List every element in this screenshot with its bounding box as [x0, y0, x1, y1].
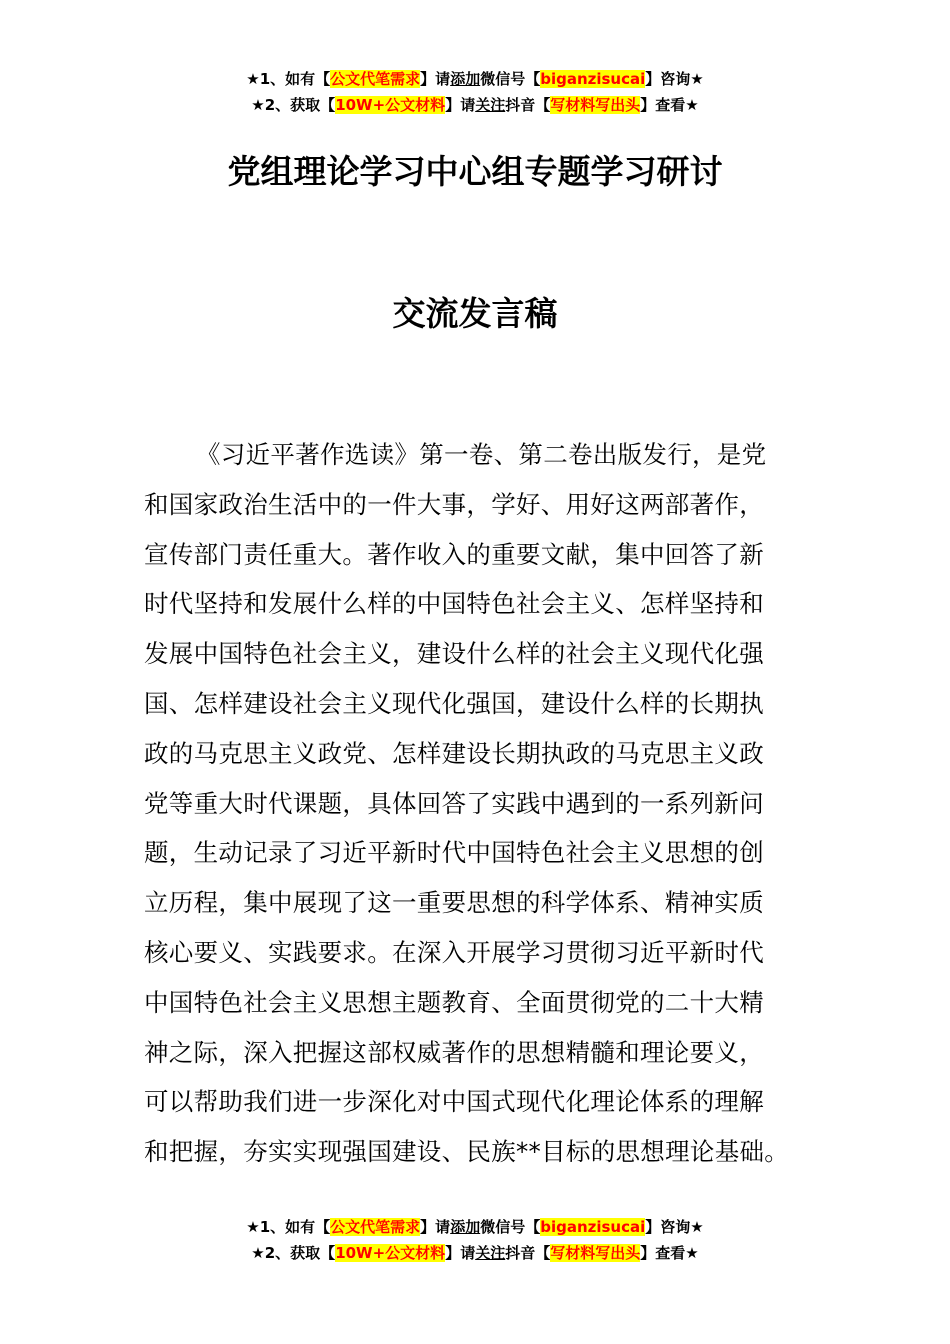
banner-text: 】咨询★: [645, 1218, 704, 1236]
banner-line-2: [0, 1240, 950, 1266]
banner-text: 微信号【: [480, 1218, 541, 1236]
banner-text: 】查看★: [640, 1244, 699, 1262]
banner-text: 微信号【: [480, 70, 541, 88]
body-line: 国、怎样建设社会主义现代化强国，建设什么样的长期执: [144, 688, 764, 718]
banner-line-1: [0, 66, 950, 92]
banner-text: 】请: [445, 1244, 476, 1262]
banner-text: 】请: [420, 1218, 451, 1236]
body-line: 和把握，夯实实现强国建设、民族**目标的思想理论基础。: [144, 1137, 790, 1167]
banner-text: ★1、如有【: [246, 1218, 331, 1236]
banner-underline: 关注: [475, 96, 506, 114]
document-title-line-2: 交流发言稿: [392, 294, 558, 333]
body-line: 立历程，集中展现了这一重要思想的科学体系、精神实质: [144, 888, 764, 918]
banner-highlight: 10W+公文材料: [335, 96, 446, 114]
body-line: 神之际，深入把握这部权威著作的思想精髓和理论要义，: [144, 1037, 764, 1067]
banner-underline: 添加: [450, 70, 481, 88]
document-body: [144, 430, 808, 1177]
banner-line-2: [0, 92, 950, 118]
body-line: 党等重大时代课题，具体回答了实践中遇到的一系列新问: [144, 788, 764, 818]
body-line: 时代坚持和发展什么样的中国特色社会主义、怎样坚持和: [144, 589, 764, 619]
body-line: 中国特色社会主义思想主题教育、全面贯彻党的二十大精: [144, 987, 764, 1017]
banner-text: ★2、获取【: [251, 96, 336, 114]
banner-text: ★2、获取【: [251, 1244, 336, 1262]
banner-highlight: 写材料写出头: [550, 96, 641, 114]
banner-text: 抖音【: [505, 1244, 551, 1262]
banner-text: 】请: [420, 70, 451, 88]
footer-banner: [0, 1214, 950, 1266]
banner-highlight: 公文代笔需求: [330, 70, 421, 88]
body-line: 《习近平著作选读》第一卷、第二卷出版发行，是党: [196, 440, 767, 469]
document-title-line-1: 党组理论学习中心组专题学习研讨: [227, 152, 723, 191]
body-line: 和国家政治生活中的一件大事，学好、用好这两部著作，: [144, 489, 764, 519]
banner-text: 】查看★: [640, 96, 699, 114]
banner-underline: 添加: [450, 1218, 481, 1236]
banner-underline: 关注: [475, 1244, 506, 1262]
body-line: 可以帮助我们进一步深化对中国式现代化理论体系的理解: [144, 1087, 764, 1117]
banner-line-1: [0, 1214, 950, 1240]
body-line: 发展中国特色社会主义，建设什么样的社会主义现代化强: [144, 639, 764, 669]
body-line: 宣传部门责任重大。著作收入的重要文献，集中回答了新: [144, 539, 764, 569]
banner-text: ★1、如有【: [246, 70, 331, 88]
banner-highlight: 公文代笔需求: [330, 1218, 421, 1236]
banner-highlight: biganzisucai: [540, 1218, 646, 1236]
banner-highlight: 10W+公文材料: [335, 1244, 446, 1262]
banner-text: 】咨询★: [645, 70, 704, 88]
body-line: 政的马克思主义政党、怎样建设长期执政的马克思主义政: [144, 738, 764, 768]
body-line: 题，生动记录了习近平新时代中国特色社会主义思想的创: [144, 838, 764, 868]
banner-text: 抖音【: [505, 96, 551, 114]
body-line: 核心要义、实践要求。在深入开展学习贯彻习近平新时代: [144, 937, 764, 967]
header-banner: [0, 66, 950, 118]
banner-highlight: 写材料写出头: [550, 1244, 641, 1262]
banner-highlight: biganzisucai: [540, 70, 646, 88]
banner-text: 】请: [445, 96, 476, 114]
